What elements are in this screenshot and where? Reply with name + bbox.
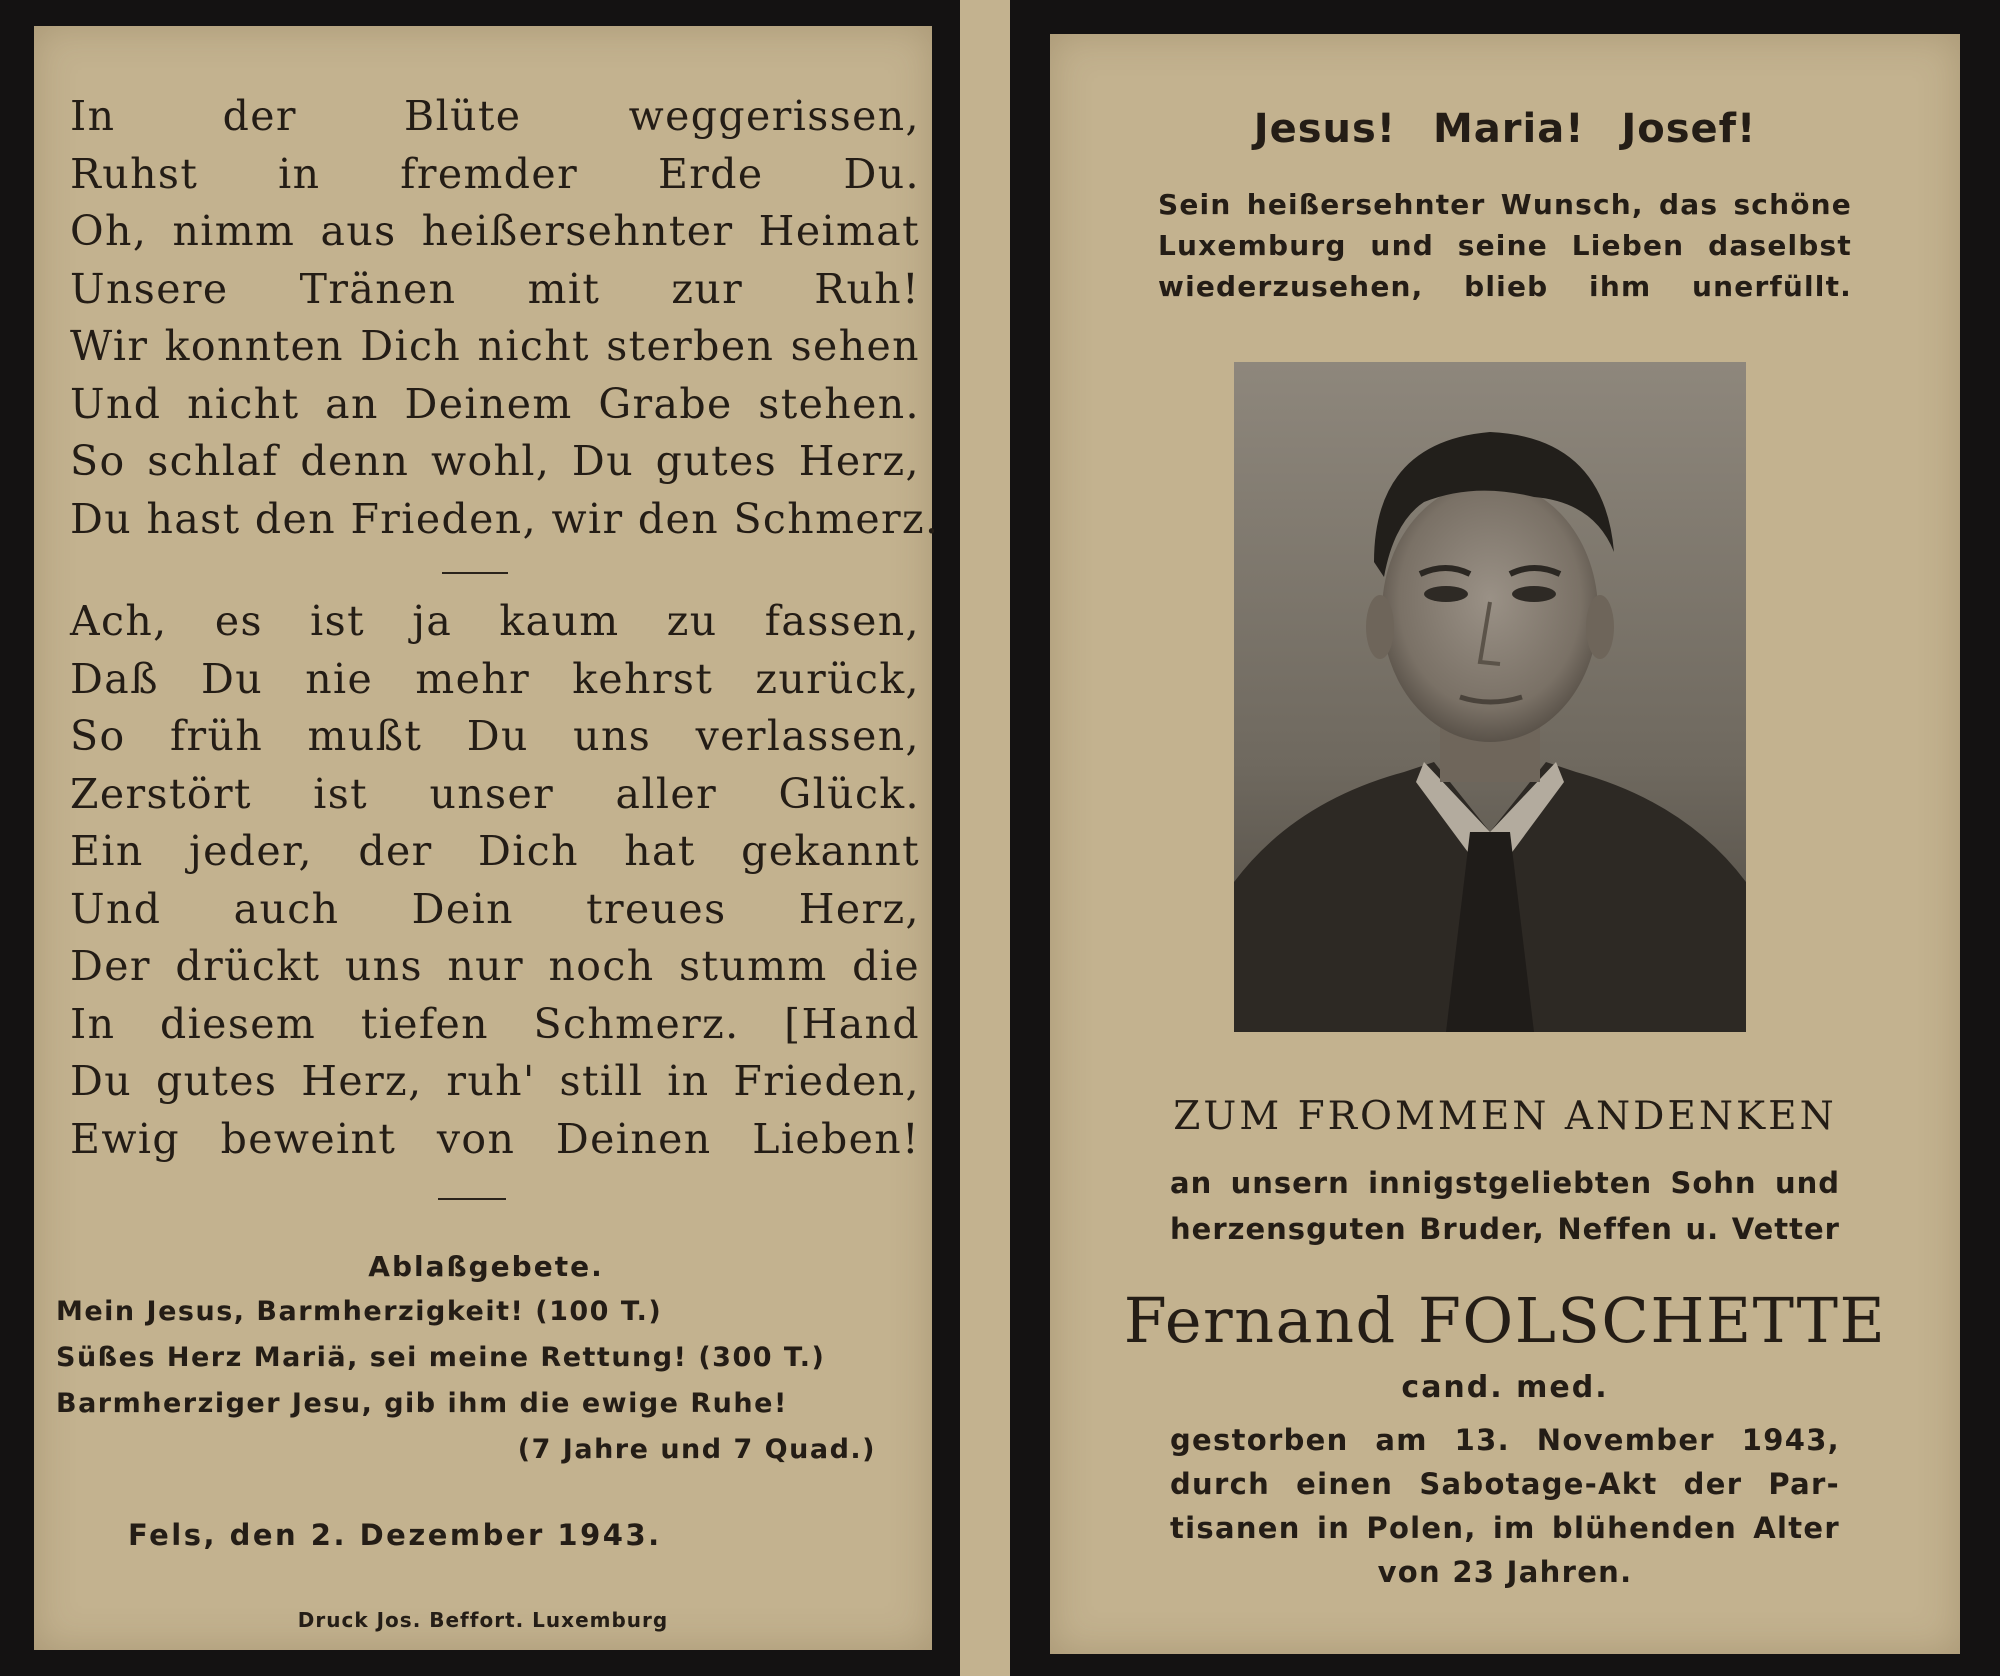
poem-line: Daß Du nie mehr kehrst zurück, xyxy=(70,654,920,703)
poem-line: Ach, es ist ja kaum zu fassen, xyxy=(70,597,920,645)
wish-line: wiederzusehen, blieb ihm unerfüllt. xyxy=(1158,270,1852,303)
place-date: Fels, den 2. Dezember 1943. xyxy=(128,1518,662,1552)
memorial-title: ZUM FROMMEN ANDENKEN xyxy=(1173,1094,1837,1139)
poem xyxy=(70,88,940,1168)
poem-line: Und nicht an Deinem Grabe stehen. xyxy=(70,379,920,428)
death-line: tisanen in Polen, im blühenden Alter xyxy=(1170,1511,1840,1545)
poem-line: Ein jeder, der Dich hat gekannt xyxy=(70,827,920,875)
stanza-divider xyxy=(442,572,508,574)
death-line: durch einen Sabotage-Akt der Par- xyxy=(1170,1467,1840,1501)
left-card-panel xyxy=(34,26,940,1650)
death-notice xyxy=(1170,1418,1840,1594)
indulgence-line: Mein Jesus, Barmherzigkeit! (100 T.) xyxy=(56,1296,663,1327)
poem-line: So früh mußt Du uns verlassen, xyxy=(70,712,920,760)
indulgence-title: Ablaßgebete. xyxy=(368,1250,604,1283)
printer-credit: Druck Jos. Beffort. Luxemburg xyxy=(297,1608,669,1632)
portrait-photo xyxy=(1234,362,1746,1032)
deceased-name: Fernand FOLSCHETTE xyxy=(1123,1284,1887,1357)
wish-line: Sein heißersehnter Wunsch, das schöne xyxy=(1158,188,1852,221)
death-line: gestorben am 13. November 1943, xyxy=(1170,1423,1840,1457)
poem-line: In diesem tiefen Schmerz. [Hand xyxy=(70,999,920,1048)
poem-line: Der drückt uns nur noch stumm die xyxy=(70,942,920,990)
poem-line: Ewig beweint von Deinen Lieben! xyxy=(70,1114,920,1163)
poem-line: Und auch Dein treues Herz, xyxy=(70,884,920,933)
dedication-line: herzensguten Bruder, Neffen u. Vetter xyxy=(1170,1212,1840,1246)
poem-line: Zerstört ist unser aller Glück. xyxy=(70,769,920,818)
indulgence-line: Barmherziger Jesu, gib ihm die ewige Ruhe! xyxy=(56,1388,788,1419)
age-line: von 23 Jahren. xyxy=(1377,1555,1633,1589)
dedication-line: an unsern innigstgeliebten Sohn und xyxy=(1170,1166,1840,1200)
poem-line: Wir konnten Dich nicht sterben sehen xyxy=(70,322,920,370)
memorial-dedication xyxy=(1170,1160,1840,1252)
indulgence-note: (7 Jahre und 7 Quad.) xyxy=(517,1434,876,1465)
indulgence-prayers xyxy=(56,1250,916,1473)
invocation: Jesus! Maria! Josef! xyxy=(1253,106,1757,152)
poem-line: Du gutes Herz, ruh' still in Frieden, xyxy=(70,1057,920,1105)
wish-text xyxy=(1158,184,1852,307)
indulgence-line: Süßes Herz Mariä, sei meine Rettung! (300 T.) xyxy=(56,1342,826,1373)
right-card-panel xyxy=(1050,34,1960,1654)
poem-line: Oh, nimm aus heißersehnter Heimat xyxy=(70,207,920,255)
poem-line: Ruhst in fremder Erde Du. xyxy=(70,149,920,198)
poem-line: In der Blüte weggerissen, xyxy=(70,92,920,140)
poem-line: Du hast den Frieden, wir den Schmerz. xyxy=(70,494,940,543)
poem-line: So schlaf denn wohl, Du gutes Herz, xyxy=(70,437,920,485)
wish-line: Luxemburg und seine Lieben daselbst xyxy=(1158,229,1852,262)
poem-line: Unsere Tränen mit zur Ruh! xyxy=(70,264,920,313)
academic-title: cand. med. xyxy=(1401,1370,1609,1405)
section-divider xyxy=(438,1198,506,1200)
card-fold-strip xyxy=(960,0,1010,1676)
